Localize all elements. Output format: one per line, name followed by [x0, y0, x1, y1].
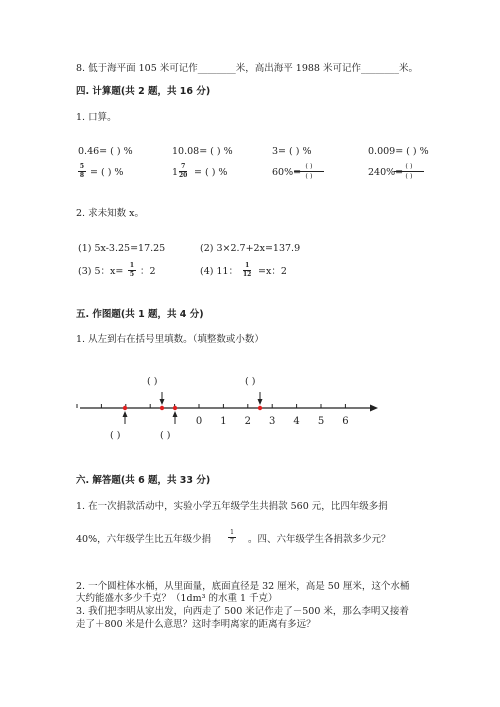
calc-r1c2: 10.08= ( ) % [172, 146, 233, 157]
problem-2-line-2: 大约能盛水多少千克？（1dm³ 的水重 1 千克） [76, 593, 278, 604]
question-4-2: 2. 求未知数 x。 [76, 208, 144, 219]
blank-above-1: ( ) [147, 376, 158, 387]
marker-point-3 [173, 406, 177, 410]
calc-r2c2-whole: 1 [172, 167, 179, 178]
fraction-denominator: 7 [230, 538, 234, 545]
fraction-numerator: 1 [230, 529, 234, 536]
problem-1-line-2b: 。四、六年级学生各捐款多少元？ [248, 534, 391, 545]
number-line-label: 6 [342, 416, 349, 427]
problem-2-line-1: 2. 一个圆柱体水桶，从里面量，底面直径是 32 厘米，高是 50 厘米，这个水桶 [76, 581, 410, 592]
marker-point-4 [258, 406, 262, 410]
number-line-arrowhead [370, 405, 378, 412]
section-5-heading: 五. 作图题(共 1 题，共 4 分) [76, 309, 204, 320]
equation-1: (1) 5x-3.25=17.25 [78, 243, 166, 254]
calc-r1c3: 3= ( ) % [272, 146, 312, 157]
problem-1-line-1: 1. 在一次捐款活动中，实验小学五年级学生共捐款 560 元，比四年级多捐 [76, 501, 388, 512]
problem-3-line-2: 走了＋800 米是什么意思？这时李明离家的距离有多远？ [76, 619, 316, 630]
problem-1-line-2a: 40%，六年级学生比五年级少捐 [76, 534, 212, 545]
fraction-denominator: 20 [179, 172, 188, 179]
equation-3-lead: (3) 5：x= [78, 266, 124, 277]
fraction-numerator: 7 [181, 163, 186, 170]
equation-3-tail: ：2 [140, 266, 156, 277]
blank-denominator: ( ) [405, 171, 413, 180]
fraction-denominator: 12 [243, 271, 252, 278]
calc-r1c1: 0.46= ( ) % [78, 146, 133, 157]
marker-point-2 [160, 406, 164, 410]
calc-r2c2-rest: = ( ) % [194, 167, 228, 178]
calc-r1c4: 0.009= ( ) % [368, 146, 429, 157]
arrow-up-2-head [173, 411, 178, 417]
equation-4-tail: =x：2 [258, 266, 287, 277]
fraction-numerator: 5 [79, 163, 85, 170]
arrow-down-2-head [258, 399, 263, 405]
blank-below-1: ( ) [110, 430, 121, 441]
blank-denominator: ( ) [305, 171, 313, 180]
problem-3-line-1: 3. 我们把李明从家出发，向西走了 500 米记作走了－500 米，那么李明又接着 [76, 606, 409, 617]
number-line-label: 2 [244, 416, 251, 427]
calc-r2c3-lead: 60%= [272, 167, 302, 178]
fraction-denominator: 5 [129, 271, 135, 278]
number-line-label: 3 [269, 416, 276, 427]
section-6-heading: 六. 解答题(共 6 题，共 33 分) [76, 475, 211, 486]
calc-r2c1-rest: = ( ) % [90, 167, 124, 178]
blank-above-2: ( ) [245, 376, 256, 387]
question-4-1: 1. 口算。 [76, 112, 117, 123]
number-line-label: 4 [293, 416, 300, 427]
question-8: 8. 低于海平面 105 米可记作________米，高出海平 1988 米可记作________米。 [76, 63, 418, 74]
blank-below-2: ( ) [160, 430, 171, 441]
arrow-down-1-head [160, 399, 165, 405]
marker-point-1 [123, 406, 127, 410]
equation-4-lead: (4) 11： [200, 266, 239, 277]
fraction-numerator: 1 [245, 262, 250, 269]
number-line-labels [196, 416, 349, 427]
question-5-1: 1. 从左到右在括号里填数。（填整数或小数） [76, 334, 264, 345]
number-line-label: 5 [317, 416, 325, 427]
problem-1-fraction [228, 530, 236, 545]
equation-2: (2) 3×2.7+2x=137.9 [200, 243, 301, 254]
number-line-label: 0 [195, 416, 203, 427]
blank-numerator: ( ) [405, 162, 413, 170]
fraction-denominator: 8 [79, 172, 85, 179]
number-line-label: 1 [220, 416, 227, 427]
section-4-heading: 四. 计算题(共 2 题，共 16 分) [76, 86, 211, 97]
fraction-numerator: 1 [129, 262, 135, 269]
blank-numerator: ( ) [305, 162, 313, 170]
arrow-up-1-head [123, 411, 128, 417]
calc-r2c4-lead: 240%= [368, 167, 404, 178]
